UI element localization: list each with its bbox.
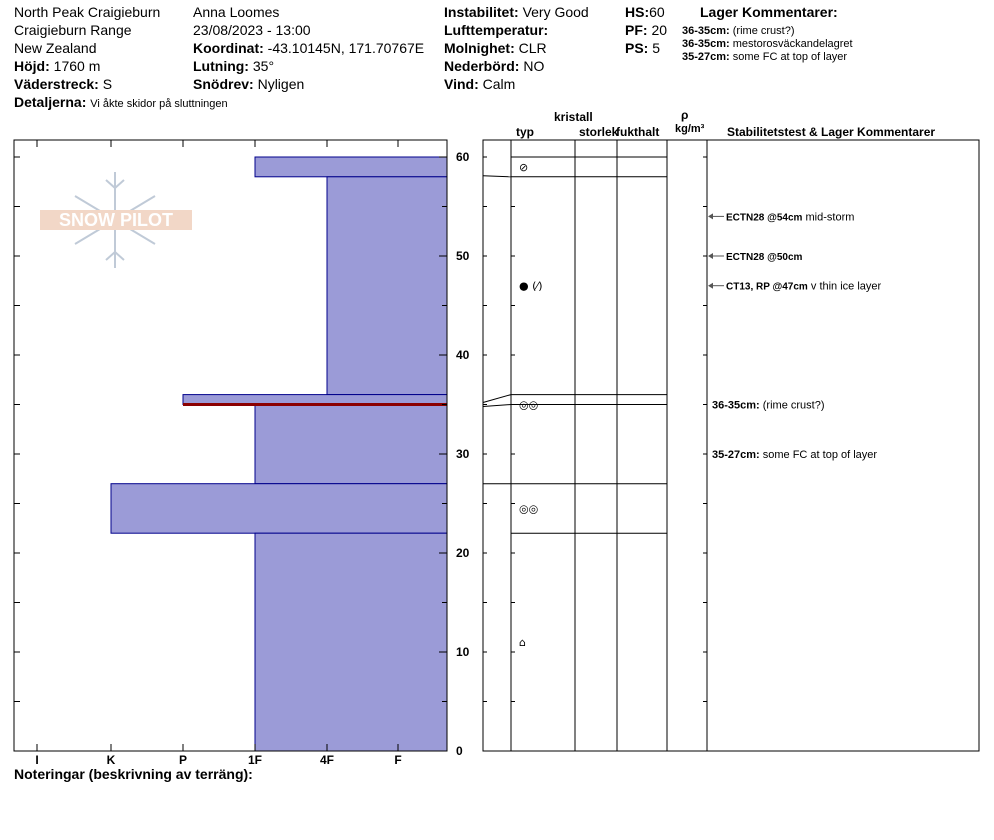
- hardness-layers: [111, 157, 447, 751]
- depth-tick-label: 10: [456, 645, 470, 659]
- layer-connector: [483, 176, 511, 177]
- layer-connector: [483, 395, 511, 403]
- location-name: North Peak Craigieburn: [14, 4, 161, 20]
- slope-label: Lutning:: [193, 58, 249, 74]
- air-temp-label: Lufttemperatur:: [444, 22, 549, 38]
- layer-comment-range: 35-27cm:: [682, 51, 730, 63]
- hardness-tick-label: F: [394, 753, 402, 767]
- observation-datetime: 23/08/2023 - 13:00: [193, 22, 311, 38]
- hardness-layer-bar: [111, 484, 447, 534]
- sky-value: CLR: [518, 40, 547, 56]
- hs-label: HS:: [625, 4, 650, 20]
- coordinates-value: -43.10145N, 171.70767E: [267, 40, 425, 56]
- layer-comments-title: Lager Kommentarer:: [700, 4, 838, 20]
- hs-value: 60: [649, 4, 665, 20]
- test-code: ECTN28 @50cm: [726, 252, 803, 263]
- test-code: CT13, RP @47cm: [726, 281, 808, 293]
- test-comment: v thin ice layer: [807, 280, 882, 293]
- stability-test-label: [726, 211, 854, 223]
- layer-comment-range: 36-35cm:: [682, 38, 730, 50]
- snowpilot-logo: [40, 172, 192, 268]
- elevation-label: Höjd:: [14, 58, 50, 74]
- depth-tick-label: 50: [456, 249, 470, 263]
- hardness-tick-label: I: [35, 753, 39, 767]
- instability-value: Very Good: [522, 4, 589, 20]
- depth-axis-labels: [456, 150, 470, 758]
- hardness-tick-label: 1F: [247, 753, 263, 767]
- terrain-notes-label: Noteringar (beskrivning av terräng):: [14, 766, 253, 782]
- wind-label: Vind:: [444, 76, 479, 92]
- stability-tests: [708, 211, 882, 292]
- layer-note-text: some FC at top of layer: [759, 449, 878, 461]
- layer-connector: [483, 405, 511, 407]
- column-type: typ: [516, 125, 534, 139]
- stability-test-label: [726, 252, 803, 263]
- depth-tick-label: 20: [456, 546, 470, 560]
- profile-table-frame: [483, 140, 979, 751]
- test-arrow-head: [708, 213, 713, 219]
- hardness-axis-labels: [35, 753, 401, 767]
- precip-label: Nederbörd:: [444, 58, 520, 74]
- layer-note-range: 35-27cm:: [712, 449, 760, 461]
- coordinates-label: Koordinat:: [193, 40, 264, 56]
- hardness-layer-bar: [255, 533, 447, 751]
- table-ticks: [483, 157, 707, 751]
- layer-note: [712, 400, 824, 412]
- grain-type-symbol: ◎◎: [519, 502, 539, 516]
- pf-label: PF:: [625, 22, 648, 38]
- column-size: storlek: [579, 125, 619, 139]
- layer-comment-range: 36-35cm:: [682, 25, 730, 37]
- layer-notes: [712, 400, 877, 462]
- depth-tick-label: 40: [456, 348, 470, 362]
- column-stability: Stabilitetstest & Lager Kommentarer: [727, 125, 936, 139]
- depth-tick-label: 60: [456, 150, 470, 164]
- hardness-layer-bar: [255, 405, 447, 484]
- test-arrow-head: [708, 283, 713, 289]
- aspect-value: S: [102, 76, 113, 92]
- layer-comment-text: some FC at top of layer: [732, 51, 848, 63]
- aspect-label: Väderstreck:: [14, 76, 99, 92]
- hardness-tick-label: 4F: [319, 753, 335, 767]
- wind-loading-label: Snödrev:: [193, 76, 254, 92]
- hardness-layer-bar: [327, 177, 447, 395]
- sky-label: Molnighet:: [444, 40, 515, 56]
- country-name: New Zealand: [14, 40, 97, 56]
- layer-note-text: (rime crust?): [759, 399, 825, 412]
- slope-value: 35°: [252, 58, 275, 74]
- ps-label: PS:: [625, 40, 649, 56]
- grain-type-symbol: ● (⁄): [519, 279, 543, 293]
- depth-tick-label: 30: [456, 447, 470, 461]
- ps-value: 5: [652, 40, 661, 56]
- grain-type-symbol: ◎◎: [519, 398, 539, 412]
- stability-test-label: [726, 281, 882, 293]
- column-crystal: kristall: [554, 110, 593, 124]
- layer-note-range: 36-35cm:: [712, 399, 760, 412]
- observer-name: Anna Loomes: [193, 4, 280, 20]
- layer-comment-text: mestorosväckandelagret: [732, 38, 853, 50]
- test-arrow-head: [708, 253, 713, 259]
- details-value: Vi åkte skidor på sluttningen: [90, 98, 228, 110]
- hardness-tick-label: P: [178, 753, 188, 767]
- layer-comment-text: (rime crust?): [732, 25, 795, 37]
- grain-type-symbol: ⊘: [519, 160, 529, 174]
- wind-value: Calm: [482, 76, 516, 92]
- layer-note: [712, 449, 877, 461]
- hardness-tick-label: K: [106, 753, 116, 767]
- test-comment: mid-storm: [802, 211, 855, 224]
- elevation-value: 1760 m: [53, 58, 101, 74]
- column-rho: ρ: [681, 108, 689, 122]
- grain-type-symbol: ⌂: [519, 636, 526, 650]
- hardness-layer-bar: [255, 157, 447, 177]
- pf-value: 20: [651, 22, 668, 38]
- wind-loading-value: Nyligen: [257, 76, 305, 92]
- details-label: Detaljerna:: [14, 94, 87, 110]
- depth-tick-label: 0: [456, 744, 463, 758]
- column-density-unit: kg/m³: [675, 123, 705, 135]
- test-code: ECTN28 @54cm: [726, 212, 803, 224]
- precip-value: NO: [523, 58, 545, 74]
- column-moisture: fukthalt: [616, 125, 660, 139]
- range-name: Craigieburn Range: [14, 22, 132, 38]
- instability-label: Instabilitet:: [444, 4, 519, 20]
- logo-text: SNOW PILOT: [59, 210, 173, 230]
